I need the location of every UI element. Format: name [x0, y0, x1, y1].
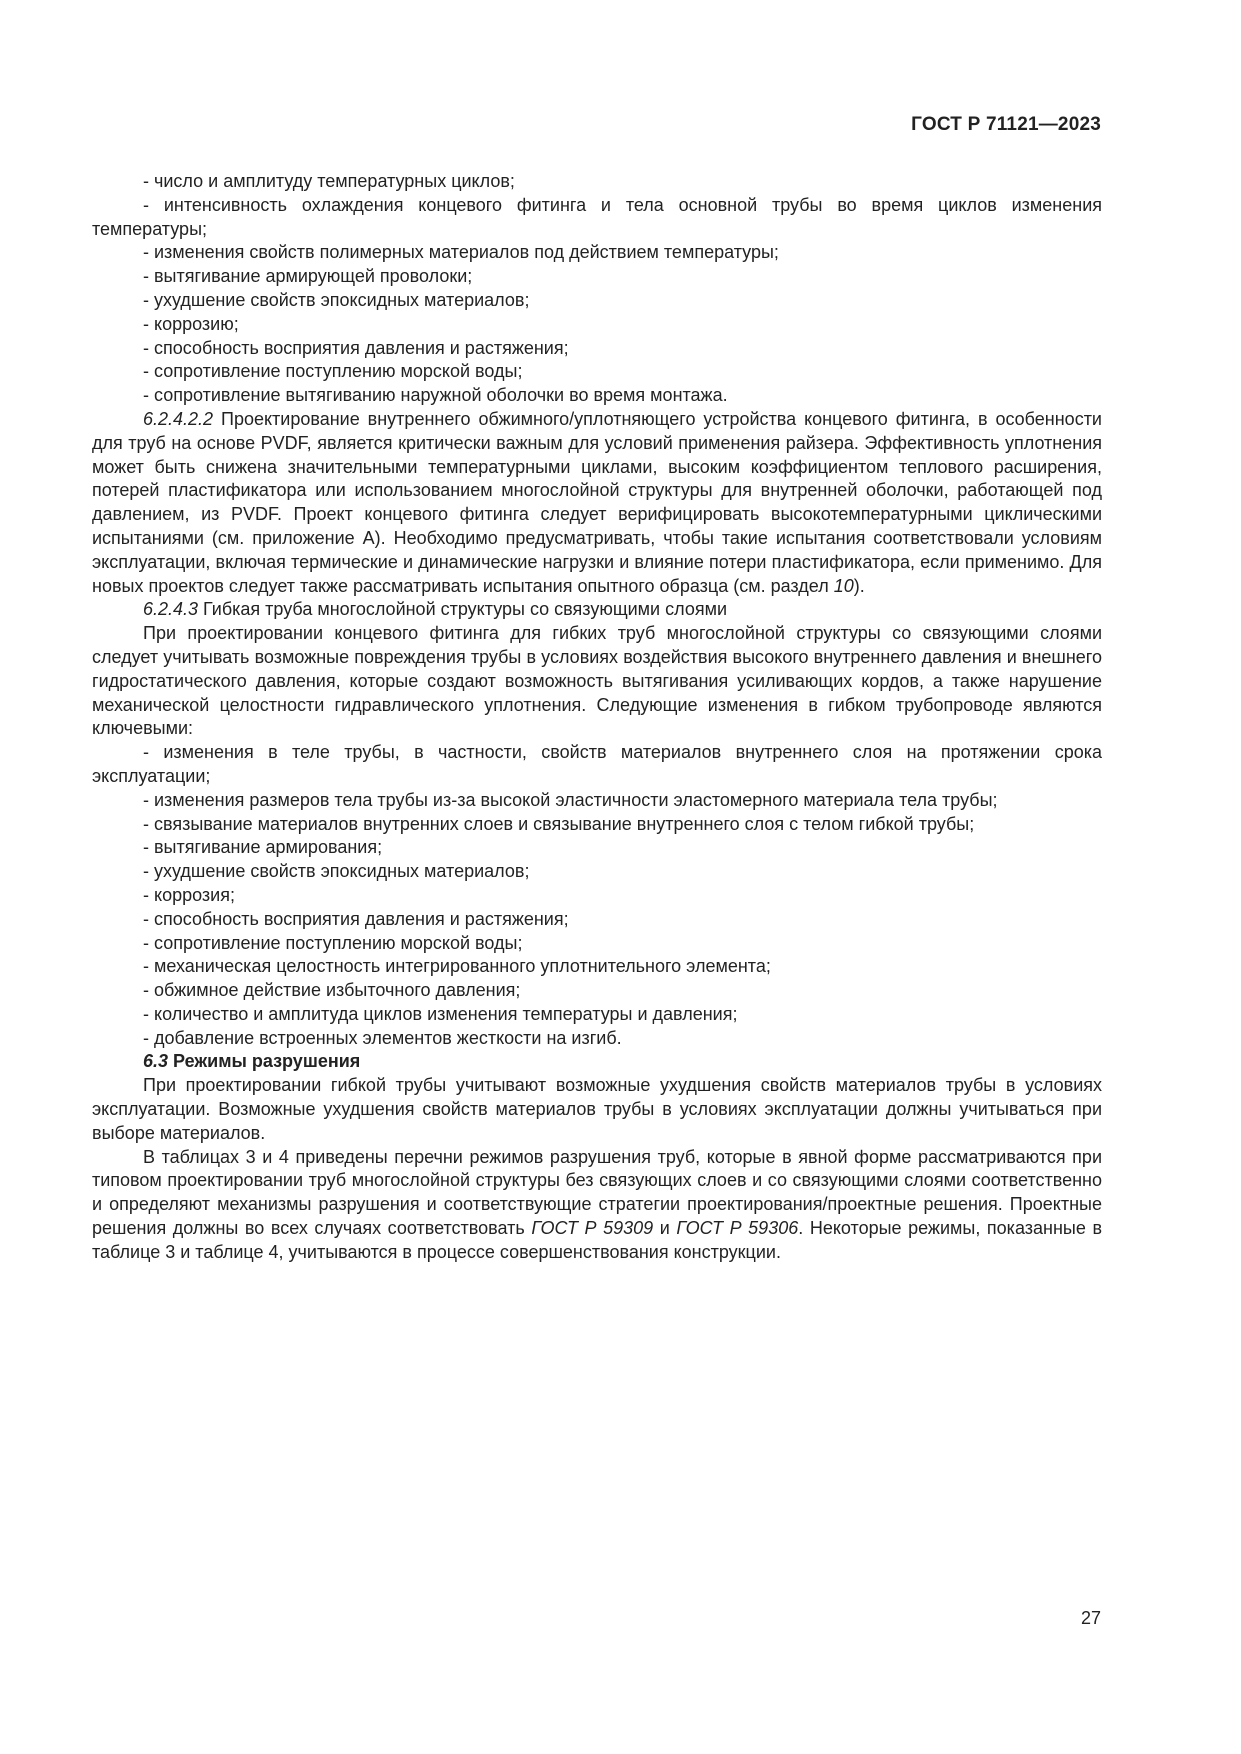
paragraph-text-end: . Некоторые режимы, показанные в таблице 3 и таблице 4, учитываются в процессе совершенствования конструкции. — [92, 1218, 1103, 1262]
paragraph-text-mid: и — [653, 1218, 677, 1239]
list-item: - связывание материалов внутренних слоев и связывание внутреннего слоя с телом гибкой трубы; — [143, 813, 975, 834]
page-body — [92, 170, 1102, 1265]
standard-reference: ГОСТ Р 59306 — [676, 1218, 799, 1239]
list-item: - коррозия; — [143, 884, 235, 905]
list-item: - способность восприятия давления и растяжения; — [143, 337, 569, 358]
standard-reference: ГОСТ Р 59309 — [531, 1218, 654, 1239]
list-item: - изменения свойств полимерных материалов под действием температуры; — [143, 242, 779, 263]
list-item: - количество и амплитуда циклов изменения температуры и давления; — [143, 1003, 738, 1024]
paragraph-6-3-b — [92, 1146, 1102, 1265]
clause-number: 6.2.4.2.2 — [143, 408, 214, 429]
document-code: ГОСТ Р 71121—2023 — [911, 114, 1101, 135]
heading-text: Гибкая труба многослойной структуры со связующими слоями — [198, 599, 728, 620]
list-item: - механическая целостность интегрированного уплотнительного элемента; — [143, 956, 771, 977]
list-item: - сопротивление вытягиванию наружной оболочки во время монтажа. — [143, 385, 728, 406]
list-item: - число и амплитуду температурных циклов; — [143, 171, 515, 191]
list-item: - сопротивление поступлению морской воды; — [143, 361, 523, 382]
paragraph-text-end: ). — [853, 575, 865, 596]
section-reference: 10 — [833, 575, 854, 596]
paragraph-6-3-a: При проектировании гибкой трубы учитывают возможные ухудшения свойств материалов трубы в условиях эксплуатации. Возможные ухудшения свойств материалов трубы в условиях эксплуатации должны учитываться при выборе материалов. — [92, 1075, 1102, 1143]
list-item: - изменения размеров тела трубы из-за высокой эластичности эластомерного материала тела трубы; — [143, 789, 998, 810]
list-item: - сопротивление поступлению морской воды; — [143, 932, 523, 953]
list-item: - вытягивание армирования; — [143, 837, 383, 858]
list-item: - ухудшение свойств эпоксидных материалов; — [143, 289, 530, 310]
page-number: 27 — [1080, 1608, 1101, 1628]
paragraph-6-2-4-3-body: При проектировании концевого фитинга для гибких труб многослойной структуры со связующими слоями следует учитывать возможные повреждения трубы в условиях воздействия высокого внутреннего давления и внешнего гидростатического давления, которые создают возможность вытягивания усиливающих кордов, а также нарушение механической целостности гидравлического уплотнения. Следующие изменения в гибком трубопроводе являются ключевыми: — [92, 623, 1102, 739]
paragraph-6-2-4-2-2 — [92, 408, 1102, 598]
paragraph-text: Проектирование внутреннего обжимного/уплотняющего устройства концевого фитинга, в особенности для труб на основе PVDF, является критически важным для условий применения райзера. Эффективность уплотнения может быть снижена значительными температурными циклами, высоким коэффициентом теплового расширения, потерей пластификатора или использованием многослойной структуры для внутренней оболочки, работающей под давлением, из PVDF. Проект концевого фитинга следует верифицировать высокотемпературными циклическими испытаниями (см. приложение А). Необходимо предусматривать, чтобы такие испытания соответствовали условиям эксплуатации, включая термические и динамические нагрузки и влияние потери пластификатора, если применимо. Для новых проектов следует также рассматривать испытания опытного образца (см. раздел — [92, 408, 1102, 596]
list-item: - ухудшение свойств эпоксидных материалов; — [143, 861, 530, 882]
section-number: 6.3 — [143, 1051, 169, 1072]
list-item: - изменения в теле трубы, в частности, свойств материалов внутреннего слоя на протяжении срока эксплуатации; — [92, 742, 1102, 786]
clause-number: 6.2.4.3 — [143, 599, 199, 620]
list-item: - коррозию; — [143, 313, 239, 334]
list-item: - добавление встроенных элементов жесткости на изгиб. — [143, 1027, 622, 1048]
paragraph-text: В таблицах 3 и 4 приведены перечни режимов разрушения труб, которые в явной форме рассматриваются при типовом проектировании труб многослойной структуры без связующих слоев и со связующими слоями соответственно и определяют механизмы разрушения и соответствующие стратегии проектирования/проектные решения. Проектные решения должны во всех случаях соответствовать — [92, 1146, 1102, 1239]
heading-6-2-4-3 — [92, 598, 1102, 622]
list-item: - способность восприятия давления и растяжения; — [143, 908, 569, 929]
section-title: Режимы разрушения — [168, 1051, 361, 1072]
list-item: - обжимное действие избыточного давления; — [143, 980, 521, 1001]
section-heading-6-3 — [92, 1050, 1102, 1074]
list-item: - вытягивание армирующей проволоки; — [143, 266, 473, 287]
list-item: - интенсивность охлаждения концевого фитинга и тела основной трубы во время циклов изменения температуры; — [92, 194, 1102, 239]
